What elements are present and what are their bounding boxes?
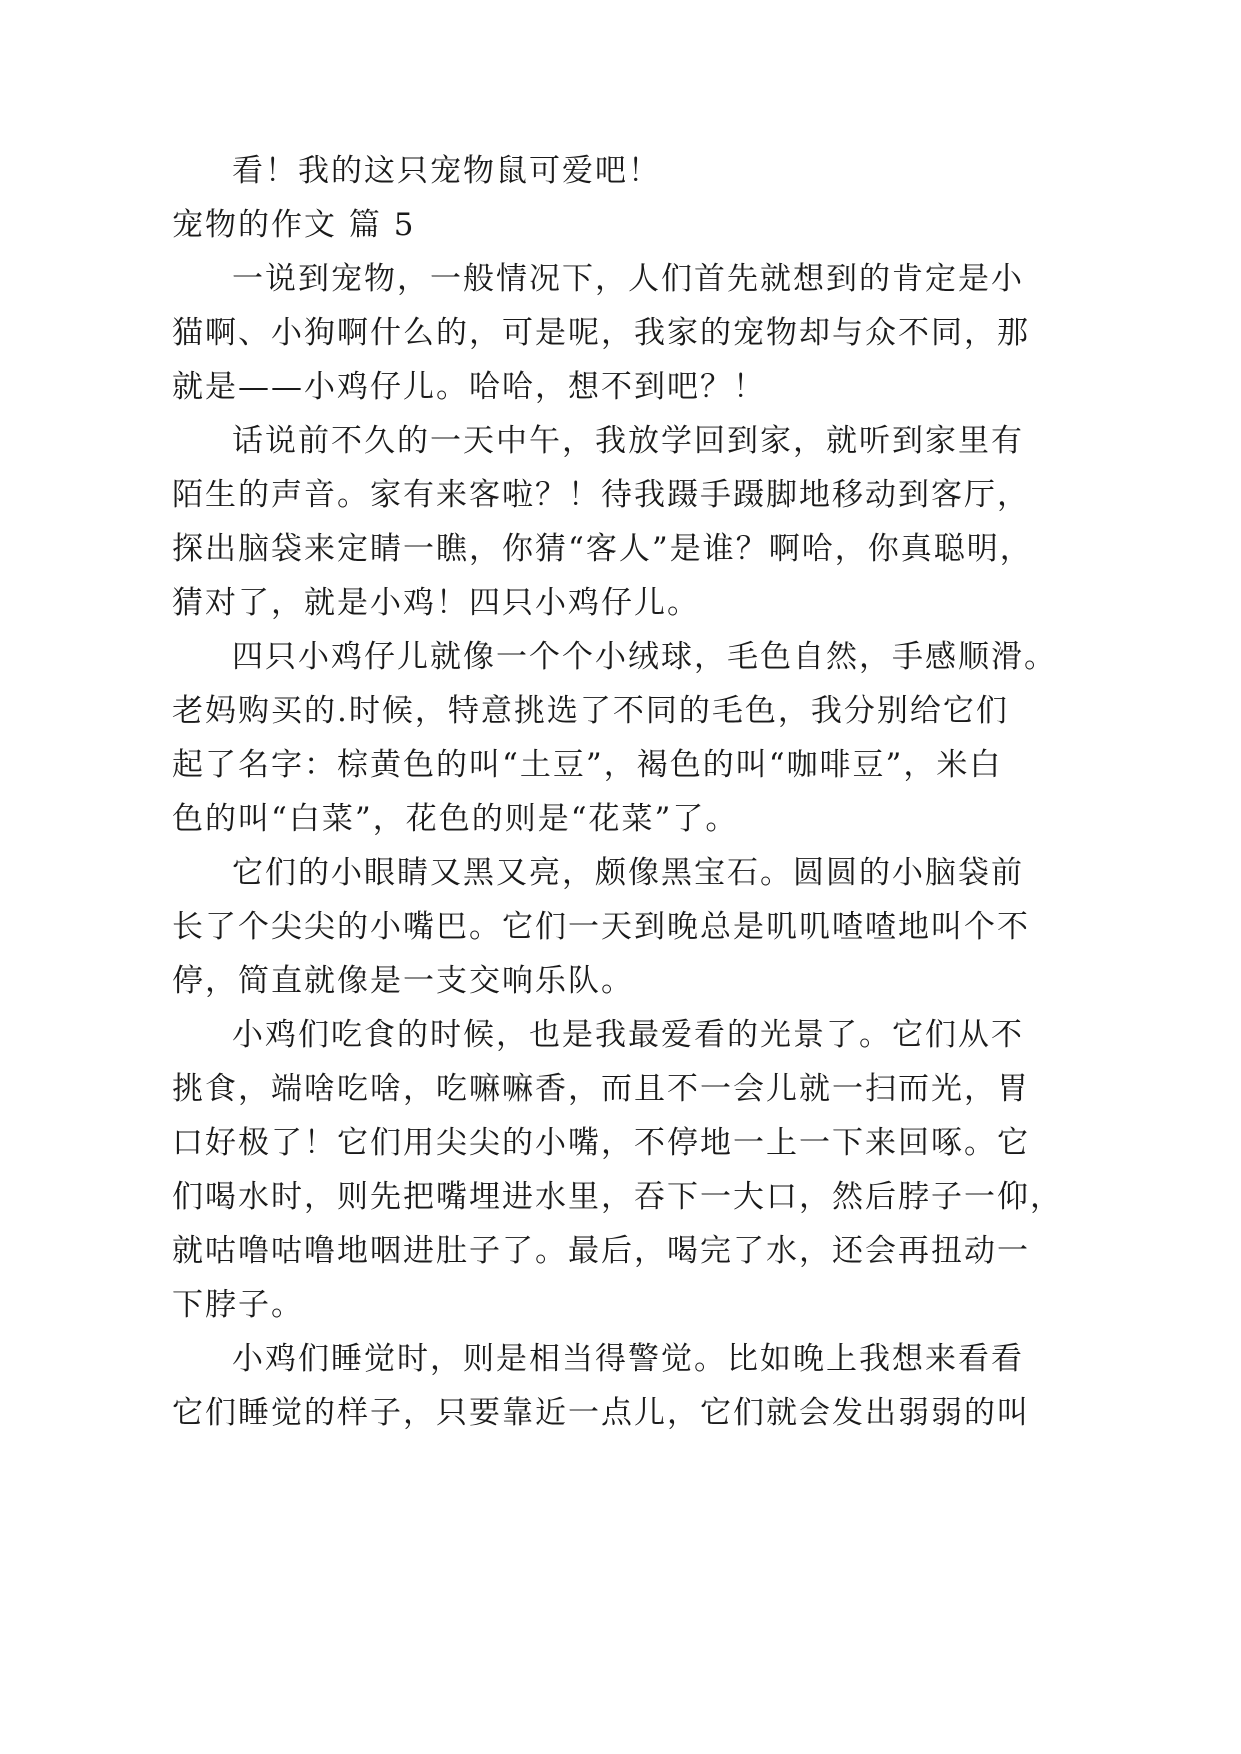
text-line: 猜对了，就是小鸡！四只小鸡仔儿。 [172,585,700,621]
text-line: 一说到宠物，一般情况下，人们首先就想到的肯定是小 [232,261,1024,297]
text-line: 就咕噜咕噜地咽进肚子了。最后，喝完了水，还会再扭动一 [172,1233,1030,1269]
text-line: 四只小鸡仔儿就像一个个小绒球，毛色自然，手感顺滑。 [232,639,1057,675]
text-line: 它们的小眼睛又黑又亮，颇像黑宝石。圆圆的小脑袋前 [232,855,1024,891]
text-line: 探出脑袋来定睛一瞧，你猜“客人”是谁？啊哈，你真聪明， [172,531,1033,567]
text-line: 就是——小鸡仔儿。哈哈，想不到吧？！ [172,369,766,405]
text-line: 话说前不久的一天中午，我放学回到家，就听到家里有 [232,423,1024,459]
text-line: 们喝水时，则先把嘴埋进水里，吞下一大口，然后脖子一仰， [172,1179,1063,1215]
text-line: 看！我的这只宠物鼠可爱吧！ [232,153,661,189]
section-heading: 宠物的作文 篇 5 [172,207,416,243]
text-line: 猫啊、小狗啊什么的，可是呢，我家的宠物却与众不同，那 [172,315,1030,351]
text-line: 它们睡觉的样子，只要靠近一点儿，它们就会发出弱弱的叫 [172,1395,1030,1431]
text-line: 色的叫“白菜”，花色的则是“花菜”了。 [172,801,739,837]
text-line: 挑食，端啥吃啥，吃嘛嘛香，而且不一会儿就一扫而光，胃 [172,1071,1030,1107]
text-line: 起了名字：棕黄色的叫“土豆”，褐色的叫“咖啡豆”，米白 [172,747,1003,783]
text-line: 长了个尖尖的小嘴巴。它们一天到晚总是叽叽喳喳地叫个不 [172,909,1030,945]
text-line: 停，简直就像是一支交响乐队。 [172,963,634,999]
text-line: 下脖子。 [172,1287,304,1323]
text-line: 陌生的声音。家有来客啦？！待我蹑手蹑脚地移动到客厅， [172,477,1030,513]
text-line: 小鸡们睡觉时，则是相当得警觉。比如晚上我想来看看 [232,1341,1024,1377]
text-line: 口好极了！它们用尖尖的小嘴，不停地一上一下来回啄。它 [172,1125,1030,1161]
text-line: 老妈购买的.时候，特意挑选了不同的毛色，我分别给它们 [172,693,1009,729]
text-line: 小鸡们吃食的时候，也是我最爱看的光景了。它们从不 [232,1017,1024,1053]
